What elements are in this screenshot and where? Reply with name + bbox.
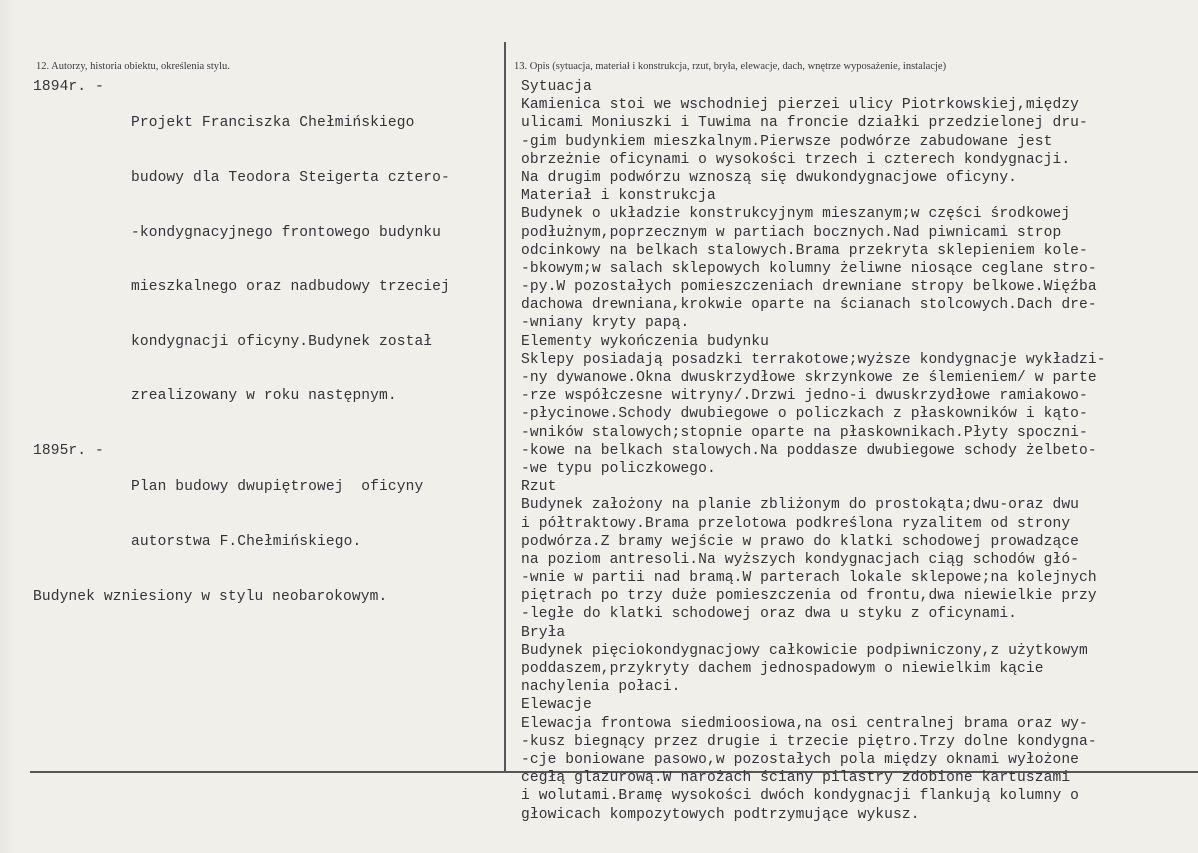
text-line: i półtraktowy.Brama przelotowa podkreślona ryzalitem od strony [521, 515, 1071, 532]
text-line: Na drugim podwórzu wznoszą się dwukondygnacjowe oficyny. [521, 169, 1018, 186]
entry-year: 1895r. - [33, 442, 104, 459]
history-entry [33, 78, 498, 442]
text-line: ulicami Moniuszki i Tuwima na froncie działki przedzielonej dru- [521, 115, 1088, 132]
text-line: Projekt Franciszka Chełmińskiego [131, 115, 415, 132]
section-title: Rzut [521, 479, 557, 496]
text-line: piętrach po trzy duże pomieszczenia od frontu,dwa niewielkie przy [521, 588, 1097, 605]
section-situation [521, 78, 1196, 187]
text-line: i wolutami.Bramę wysokości dwóch kondygnacji flankują kolumny o [521, 788, 1080, 805]
text-line: podłużnym,poprzecznym w partiach bocznych.Nad piwnicami strop [521, 224, 1062, 241]
text-line: dachowa drewniana,krokwie oparte na ścianach stolcowych.Dach dre- [521, 297, 1097, 314]
text-line: zrealizowany w roku następnym. [131, 388, 397, 405]
text-line: -rze współczesne witryny/.Drzwi jedno-i dwuskrzydłowe ramiakowo- [521, 388, 1088, 405]
text-line: Sklepy posiadają posadzki terrakotowe;wyższe kondygnacje wykładzi- [521, 351, 1106, 368]
section-title: Elewacje [521, 697, 592, 714]
section-elevations [521, 696, 1196, 823]
entry-text [131, 78, 450, 442]
text-line: obrzeżnie oficynami o wysokości trzech i czterech kondygnacji. [521, 151, 1071, 168]
text-line: -ny dywanowe.Okna dwuskrzydłowe skrzynkowe ze ślemieniem/ w parte [521, 370, 1097, 386]
text-line: kondygnacji oficyny.Budynek został [131, 333, 433, 350]
section-title: Materiał i konstrukcja [521, 188, 716, 205]
text-line: -bkowym;w salach sklepowych kolumny żeliwne niosące ceglane stro- [521, 260, 1097, 277]
text-line: Plan budowy dwupiętrowej oficyny [131, 479, 424, 496]
section-title: Sytuacja [521, 79, 592, 95]
text-line: mieszkalnego oraz nadbudowy trzeciej [131, 279, 450, 296]
text-line: cegłą glazurową.W narożach ściany pilastry zdobione kartuszami [521, 770, 1071, 787]
text-line: -płycinowe.Schody dwubiegowe o policzkach z płaskowników i kąto- [521, 406, 1088, 423]
entry-text [131, 442, 423, 588]
text-line: odcinkowy na belkach stalowych.Brama przekryta sklepieniem kole- [521, 242, 1088, 259]
text-line: -cje boniowane pasowo,w pozostałych pola między oknami wyłożone [521, 751, 1080, 768]
text-line: nachylenia połaci. [521, 679, 681, 696]
section-finishing [521, 333, 1196, 479]
text-line: -kowe na belkach stalowych.Na poddasze dwubiegowe schody żelbeto- [521, 442, 1097, 459]
text-line: budowy dla Teodora Steigerta cztero- [131, 170, 450, 186]
text-line: Budynek założony na planie zbliżonym do prostokąta;dwu-oraz dwu [521, 497, 1080, 514]
text-line: -wników stalowych;stopnie oparte na płaskownikach.Płyty spoczni- [521, 424, 1088, 441]
section-plan [521, 478, 1196, 624]
header-right: 13. Opis (sytuacja, materiał i konstrukcja, rzut, bryła, elewacje, dach, wnętrze wyposażenie, instalacje) [514, 61, 947, 72]
text-line: -wnie w partii nad bramą.W parterach lokale sklepowe;na kolejnych [521, 570, 1097, 587]
paper-edge [0, 0, 16, 853]
text-line: Kamienica stoi we wschodniej pierzei ulicy Piotrkowskiej,między [521, 97, 1080, 114]
section-title: Bryła [521, 624, 566, 641]
text-line: poddaszem,przykryty dachem jednospadowym o niewielkim kącie [521, 661, 1044, 677]
style-statement: Budynek wzniesiony w stylu neobarokowym. [33, 588, 388, 605]
text-line: Budynek o układzie konstrukcyjnym mieszanym;w części środkowej [521, 206, 1071, 223]
entry-year: 1894r. - [33, 79, 104, 95]
text-line: -kusz biegnący przez drugie i trzecie piętro.Trzy dolne kondygna- [521, 733, 1097, 750]
section-title: Elementy wykończenia budynku [521, 333, 770, 350]
header-left: 12. Autorzy, historia obiektu, określenia stylu. [36, 61, 230, 72]
history-entry [33, 442, 498, 588]
text-line: na poziom antresoli.Na wyższych kondygnacjach ciąg schodów głó- [521, 551, 1080, 568]
text-line: Budynek pięciokondygnacjowy całkowicie podpiwniczony,z użytkowym [521, 642, 1088, 659]
description-column [521, 78, 1196, 824]
column-divider [504, 42, 506, 772]
text-line: -wniany kryty papą. [521, 315, 690, 332]
text-line: podwórza.Z bramy wejście w prawo do klatki schodowej prowadzące [521, 533, 1080, 550]
text-line: -we typu policzkowego. [521, 460, 716, 477]
text-line: -py.W pozostałych pomieszczeniach drewniane stropy belkowe.Więźba [521, 279, 1097, 296]
text-line: autorstwa F.Chełmińskiego. [131, 533, 362, 550]
section-massing [521, 624, 1196, 697]
text-line: -kondygnacyjnego frontowego budynku [131, 224, 442, 241]
section-material [521, 187, 1196, 333]
history-column [33, 78, 498, 606]
text-line: -ległe do klatki schodowej oraz dwa u styku z oficynami. [521, 606, 1018, 623]
text-line: Elewacja frontowa siedmioosiowa,na osi centralnej brama oraz wy- [521, 715, 1088, 732]
text-line: -gim budynkiem mieszkalnym.Pierwsze podwórze zabudowane jest [521, 133, 1053, 150]
text-line: głowicach kompozytowych podtrzymujące wykusz. [521, 806, 920, 823]
